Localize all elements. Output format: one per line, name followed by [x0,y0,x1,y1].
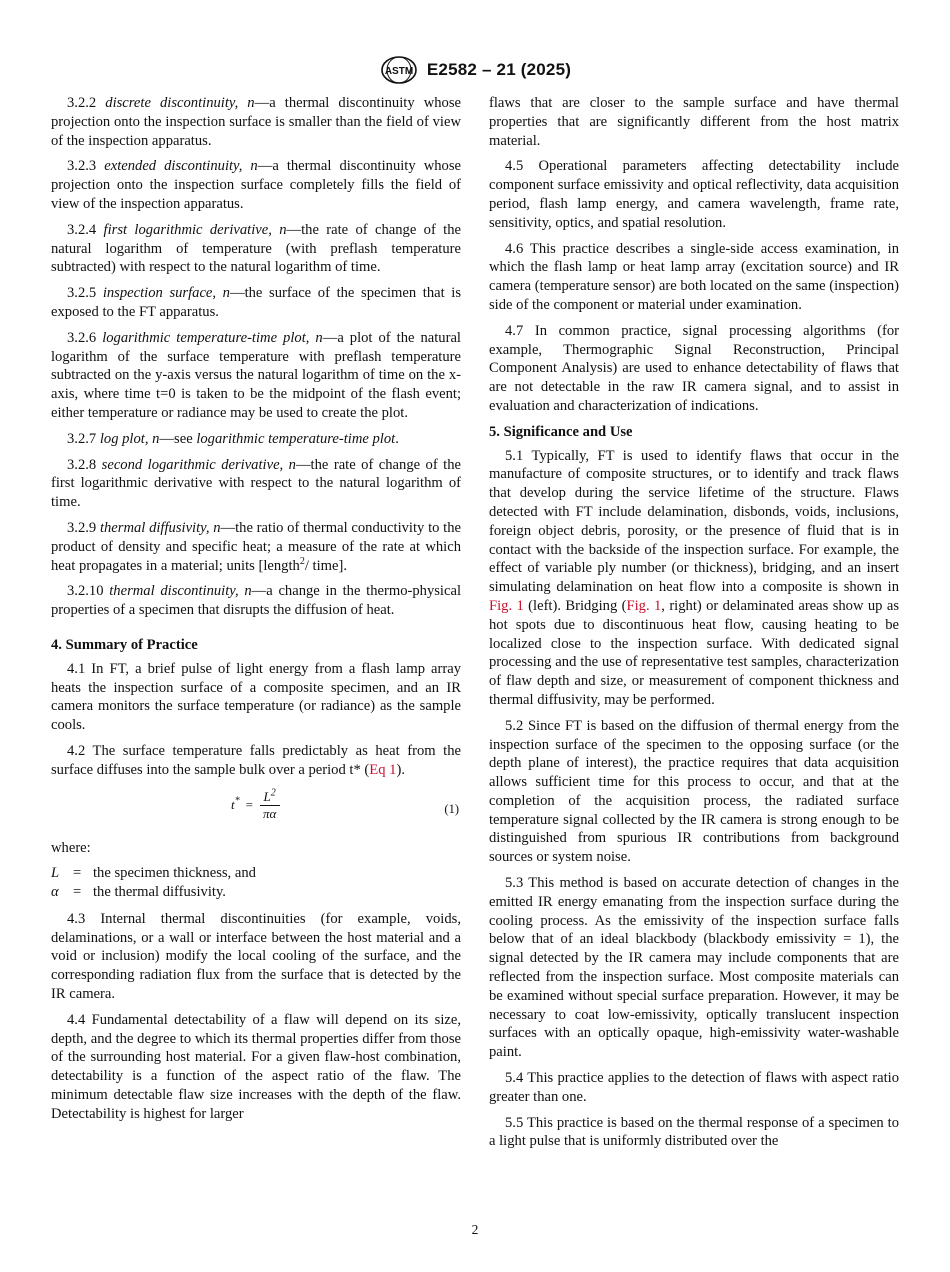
eq-denominator: πα [262,805,277,821]
eq-1-link[interactable]: Eq 1 [369,761,397,778]
symbol-equals: = [73,884,82,901]
page-header [0,56,950,84]
fig-1-link[interactable]: Fig. 1 [626,597,662,614]
clause-number: 3.2.5 [67,285,97,302]
para-4-6: 4.6 This practice describes a single-side access examination, in which the flash lamp or heat lamp array (excitation source) and IR camera (temperature sensor) are both located on the same (inspection) side of the component or material under examination. [489,240,899,313]
symbol: α [51,884,59,901]
where-label: where: [51,839,91,856]
clause-number: 3.2.4 [67,221,97,238]
definition-text: —the surface of the specimen that is exposed to the FT apparatus. [51,285,462,320]
page-number: 2 [471,1222,479,1237]
definition-text: —the rate of change of the natural logarithm of temperature (with preflash temperature subtracted) with respect to the natural logarithm of time. [51,221,462,276]
right-column [489,94,899,1158]
term: inspection surface, n [102,285,230,302]
section-4-heading: 4. Summary of Practice [51,636,198,653]
para-3-2-4 [51,221,461,277]
svg-text:ASTM: ASTM [384,66,414,77]
para-4-1: 4.1 In FT, a brief pulse of light energy from a flash lamp array heats the inspection surface of a composite specimen, and an IR camera monitors the surface temperature (or radiance) as the sample cools. [51,660,461,734]
equation-number: (1) [444,801,459,816]
definition-text: —a thermal discontinuity whose projection onto the inspection surface is smaller than the field of view of the inspection apparatus. [51,95,461,149]
para-4-2: 4.2 The surface temperature falls predictably as heat from the surface diffuses into the sample bulk over a period t* (Eq 1). [51,742,461,778]
left-column [51,94,461,1131]
para-3-2-9 [51,519,461,575]
term: log plot, n [99,430,160,447]
clause-number: 3.2.9 [67,519,97,536]
para-3-2-2 [51,94,461,150]
para-5-2: 5.2 Since FT is based on the diffusion of thermal energy from the inspection surface of the specimen to the opposing surface (or the depth plane of interest), the practice requires that data acquisition allows sufficient time for this process to occur, and that at the completion of the acquisition process, the radiated surface temperature signal collected by the IR camera is strong enough to be distinguished from spurious IR contributions from background sources or system noise. [489,717,899,866]
term: thermal diffusivity, n [99,519,221,536]
definition-text: —the ratio of thermal conductivity to the product of density and specific heat; a measure of the rate at which heat propagates in a material; units [length [51,519,461,574]
symbol-equals: = [73,865,82,882]
term: thermal discontinuity, n [109,583,252,600]
document-id: E2582 – 21 (2025) [426,60,572,79]
cross-reference: logarithmic temperature-time plot [196,430,396,447]
term: discrete discontinuity, n [105,95,255,111]
para-4-3: 4.3 Internal thermal discontinuities (for example, voids, delaminations, or a wall or interface between the host material and a void or inclusion) modify the local cooling of the surface, and the corresponding radiation flux from the surface that is detected by the IR camera. [51,910,461,1003]
para-4-4-continued: flaws that are closer to the sample surface and have thermal properties that are significantly different from the host matrix material. [489,95,899,149]
definition-text: / time]. [304,557,347,574]
clause-number: 3.2.10 [67,583,104,600]
eq-equals: = [245,796,253,812]
para-3-2-3 [51,157,461,213]
term: second logarithmic derivative, n [101,456,296,473]
symbol-def-row [51,864,461,883]
section-5-heading: 5. Significance and Use [489,423,633,440]
astm-logo-icon [379,56,419,84]
para-5-4: 5.4 This practice applies to the detection of flaws with aspect ratio greater than one. [489,1070,899,1105]
term: logarithmic temperature-time plot, n [102,329,323,346]
symbol-description: the specimen thickness, and [93,865,256,882]
definition-text: —see [159,430,197,447]
term: first logarithmic derivative, n [103,221,287,238]
fig-1-link[interactable]: Fig. 1 [489,597,524,614]
para-4-5: 4.5 Operational parameters affecting detectability include component surface emissivity and optical reflectivity, data acquisition period, flash lamp energy, and camera wavelength, frame rate, sensitivity, optics, and spatial resolution. [489,158,899,231]
term: extended discontinuity, n [104,158,258,175]
para-3-2-6 [51,329,461,423]
definition-text: —a plot of the natural logarithm of the surface temperature with preflash temperature subtracted on the y-axis versus the natural logarithm of time on the x-axis, where time t=0 is taken to be the midpoint of the flash event; either temperature or radiance may be used to create the plot. [51,329,461,421]
para-3-2-7 [51,430,461,449]
symbol: L [51,865,60,882]
definition-text: —a thermal discontinuity whose projection onto the inspection surface completely fills the field of view of the inspection apparatus. [51,158,461,212]
para-5-5: 5.5 This practice is based on the thermal response of a specimen to a light pulse that is uniformly distributed over the [489,1114,899,1150]
clause-number: 3.2.3 [67,158,97,175]
para-5-1: 5.1 Typically, FT is used to identify flaws that occur in the manufacture of composite structures, or to identify and track flaws that develop during the service lifetime of the structure. Flaws detected with FT include delamination, disbonds, voids, inclusions, foreign object debris, porosity, or the presence of fluid that is in contact with the backside of the inspection surface. For example, the effect of variable ply number (or thickness), bridging, and an insert simulating delamination on heat flow into a composite is shown in Fig. 1 (left). Bridging (Fig. 1, right) or delaminated areas show up as hot spots due to discontinuous heat flow, causing heating to be localized close to the inspection surface. With dedicated signal processing and the use of representative test samples, characterization of flaw depth and size, or measurement of component thickness and thermal diffusivity, may be performed. [489,447,900,708]
clause-number: 3.2.2 [67,95,97,111]
definition-text: . [395,430,399,447]
superscript: 2 [299,555,305,567]
para-3-2-8 [51,456,461,512]
para-4-4: 4.4 Fundamental detectability of a flaw will depend on its size, depth, and the degree to which its thermal properties differ from those of the surrounding host material. For a given flaw-host combination, detectability is a function of the aspect ratio of the flaw. The minimum detectable flaw size increases with the depth of the flaw. Detectability is highest for larger [51,1011,461,1122]
definition-text: —the rate of change of the first logarithmic derivative with respect to the natural logarithm of time. [51,456,461,511]
definition-text: —a change in the thermo-physical properties of a specimen that disrupts the diffusion of heat. [51,583,461,619]
eq-fraction [259,789,280,822]
symbol-definitions [51,864,461,902]
para-4-7: 4.7 In common practice, signal processing algorithms (for example, Thermographic Signal Reconstruction, Principal Component Analysis) are used to enhance detectability of flaws that are not detectable in the raw IR camera signal, and to assist in evaluation and characterization of indications. [489,322,899,414]
symbol-description: the thermal diffusivity. [93,884,226,901]
equation-1 [51,787,461,831]
para-3-2-10 [51,582,461,620]
para-3-2-5 [51,284,461,322]
symbol-def-row [51,883,461,902]
para-5-3: 5.3 This method is based on accurate detection of changes in the emitted IR energy emanating from the inspection surface during the cooling process. As the emissivity of the inspection surface falls below that of an ideal blackbody (blackbody emissivity = 1), the signal detected by the IR camera may include components that are reflected from the inspection surface. Most composite materials can be examined without special surface preparation. However, it may be necessary to coat low-emissivity, optically translucent inspection surfaces with an optically opaque, high-emissivity water-washable paint. [489,875,899,1061]
clause-number: 3.2.6 [67,329,97,346]
eq-numerator: $L^2$ [260,789,280,806]
clause-number: 3.2.8 [67,456,97,473]
clause-number: 3.2.7 [67,430,97,447]
eq-lhs: t* [231,795,240,812]
